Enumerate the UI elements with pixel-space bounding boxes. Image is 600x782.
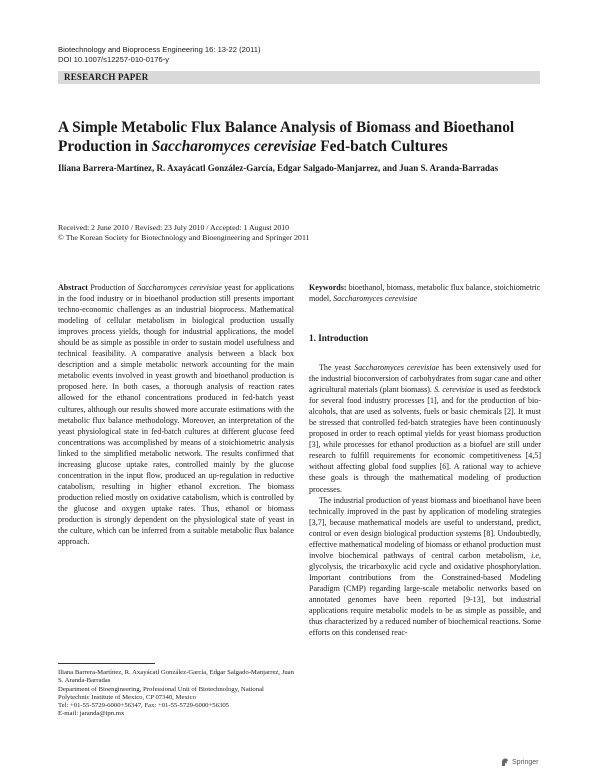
p1-text: The yeast	[319, 363, 355, 372]
keywords	[309, 282, 541, 304]
p1-text-c: is used as feedstock for several food industry processes [1], and for the production of bio-alcohols, that are used as solvents, fuels or basic chemicals [2]. It must be stressed that controlled fed-batch strategies have been continuously proposed in order to reach optimal yields for yeast biomass production [3], while processes for ethanol production as a biofuel are still under research to fulfill requirements for economic competitiveness [4,5] without affecting global food supplies [6]. A rational way to achieve these goals is through the mathematical modeling of production processes.	[309, 385, 541, 494]
author-list: Iliana Barrera-Martínez, R. Axayácatl González-García, Edgar Salgado-Manjarrez, and Juan S. Aranda-Barradas	[58, 163, 499, 173]
abstract-species: Saccharomyces cerevisiae	[137, 283, 222, 292]
p1-text-b: has been extensively used for the industrial bioconversion of carbohydrates from sugar cane and other agricultural materials (plant biomass).	[309, 363, 541, 395]
abstract-text-body: yeast for applications in the food industry or in bioethanol production still presents important techno-economic challenges as an industrial bioprocess. Mathematical modeling of cellular metabolism in biological production usually improves process yields, though for industrial applications, the model should be as simple as possible in order to sustain model usefulness and technical feasibility. A comparative analysis between a black box description and a simple metabolic network accounting for the main metabolic events involved in yeast growth and bioethanol production is proposed here. In both cases, a thorough analysis of reaction rates allowed for the ethanol concentrations produced in fed-batch yeast cultures, although our results showed more accurate estimations with the metabolic flux balance methodology. Moreover, an interpretation of the yeast physiological state in fed-batch cultures at different glucose feed concentrations was accomplished by means of a stoichiometric analysis linked to the simplified metabolic network. The results confirmed that increasing glucose uptake rates, controlled mainly by the glucose concentration in the input flow, produced an up-regulation in reductive catabolism, resulting in higher ethanol excretion. The biomass production relied mostly on oxidative catabolism, which is controlled by the glucose and oxygen uptake rates. Thus, ethanol or biomass production is strongly dependent on the physiological state of yeast in the culture, which can be inferred from a suitable metabolic flux balance approach.	[58, 283, 294, 547]
p2-text-b: glycolysis, the tricarboxylic acid cycle and oxidative phosphorylation. Important contributions from the Constrained-based Modeling Paradigm (CMP) regarding large-scale metabolic networks based on annotated genomes have been reported [9-13], but industrial applications require metabolic models to be as simple as possible, and thus characterized by a reduced number of biochemical reactions. Some efforts on this condensed reac-	[309, 561, 541, 638]
p2-ie: i.e,	[531, 550, 541, 560]
title-text-end: Fed-batch Cultures	[316, 138, 448, 155]
section-tag-bar	[58, 71, 540, 84]
title-text: A Simple Metabolic Flux Balance Analysis of Biomass and Bioethanol Production in	[58, 119, 515, 155]
copyright-line: © The Korean Society for Biotechnology and Bioengineering and Springer 2011	[58, 233, 310, 242]
p2-text: The industrial production of yeast biomass and bioethanol have been technically improved in the past by application of modeling strategies [3,7], because mathematical models are useful to understand, predict, control or even design biological production systems [8]. Undoubtedly, effective mathematical modeling of biomass or ethanol production must involve biochemical pathways of central carbon metabolism,	[309, 495, 541, 560]
publisher-name: Springer	[512, 758, 539, 766]
journal-citation	[58, 45, 261, 65]
publisher-logo	[500, 757, 538, 767]
keywords-text: bioethanol, biomass, metabolic flux balance, stoichiometric model,	[309, 283, 541, 304]
journal-line: Biotechnology and Bioprocess Engineering 16: 13-22 (2011)	[58, 45, 261, 54]
footnote-email: E-mail: jaranda@ipn.mx	[58, 710, 125, 718]
received-info	[58, 223, 309, 243]
doi-line: DOI 10.1007/s12257-010-0176-y	[58, 55, 170, 64]
section-tag: RESEARCH PAPER	[64, 72, 149, 82]
keywords-label: Keywords:	[309, 283, 347, 292]
author-affiliation-footnote	[58, 669, 294, 719]
intro-paragraph-1	[309, 362, 541, 495]
p1-species-abbrev: S. cerevisiae	[434, 385, 475, 395]
springer-horse-icon	[500, 757, 510, 767]
title-species: Saccharomyces cerevisiae	[151, 138, 317, 155]
abstract-label: Abstract	[58, 283, 88, 292]
footnote-authors: Iliana Barrera-Martínez, R. Axayácatl González-García, Edgar Salgado-Manjarrez, Juan S. Aranda-Barradas	[58, 669, 294, 685]
section-heading-introduction: 1. Introduction	[309, 333, 369, 343]
footnote-affiliation: Department of Bioengineering, Professional Unit of Biotechnology, National Polytechnic Institute of Mexico, CP 07340, Mexico	[58, 685, 264, 701]
intro-paragraph-2	[309, 495, 541, 639]
introduction-body	[309, 362, 541, 638]
footnote-divider	[58, 663, 155, 664]
paper-title	[58, 118, 540, 156]
keywords-species: Saccharomyces cerevisiae	[333, 294, 418, 304]
received-dates: Received: 2 June 2010 / Revised: 23 July 2010 / Accepted: 1 August 2010	[58, 223, 290, 232]
abstract	[58, 282, 294, 547]
abstract-text: Production of	[87, 283, 138, 292]
footnote-phone: Tel: +01-55-5729-6000+56347, Fax: +01-55-5729-6000+56305	[58, 702, 230, 710]
p1-species: Saccharomyces cerevisiae	[354, 363, 440, 372]
